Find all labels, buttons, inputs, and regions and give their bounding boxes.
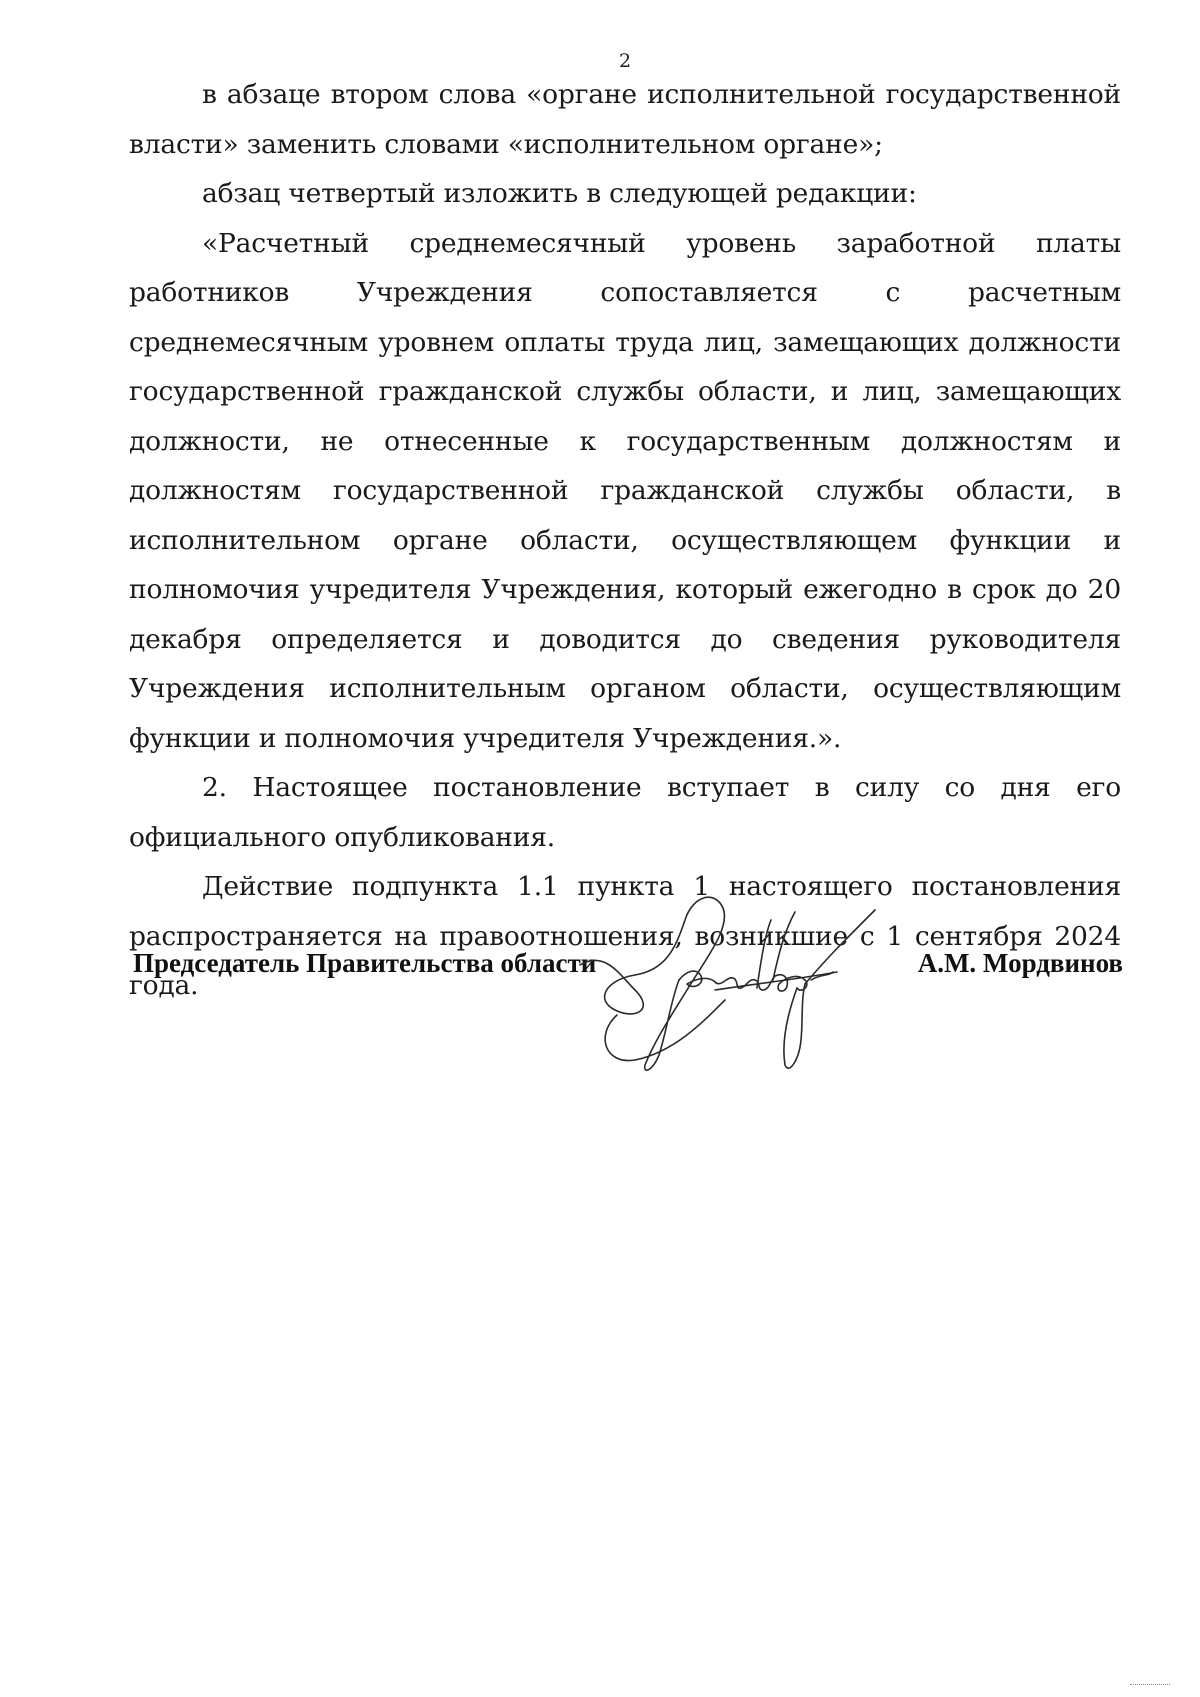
document-body	[129, 70, 1121, 1011]
signatory-role: Председатель Правительства области	[133, 948, 597, 978]
scan-artifact	[1130, 1684, 1170, 1689]
paragraph-entry-into-force: 2. Настоящее постановление вступает в силу со дня его официального опубликования.	[129, 772, 1121, 853]
paragraph-retroactive-effect: Действие подпункта 1.1 пункта 1 настоящего постановления распространяется на правоотношения, возникшие с 1 сентября 2024 года.	[129, 871, 1121, 1001]
handwritten-signature	[575, 880, 935, 1080]
page-number: 2	[618, 50, 632, 72]
signatory-name: А.М. Мордвинов	[917, 948, 1123, 978]
paragraph-new-wording: «Расчетный среднемесячный уровень заработной платы работников Учреждения сопоставляется с расчетным среднемесячным уровнем оплаты труда лиц, замещающих должности государственной гражданской службы области, и лиц, замещающих должности, не отнесенные к государственным должностям и должностям государственной гражданской службы области, в исполнительном органе области, осуществляющем функции и полномочия учредителя Учреждения, который ежегодно в срок до 20 декабря определяется и доводится до сведения руководителя Учреждения исполнительным органом области, осуществляющим функции и полномочия учредителя Учреждения.».	[129, 227, 1121, 754]
paragraph-amend-abzac-2: в абзаце втором слова «органе исполнительной государственной власти» заменить словами «исполнительном органе»;	[129, 79, 1121, 160]
paragraph-amend-abzac-4-intro: абзац четвертый изложить в следующей редакции:	[202, 178, 917, 209]
